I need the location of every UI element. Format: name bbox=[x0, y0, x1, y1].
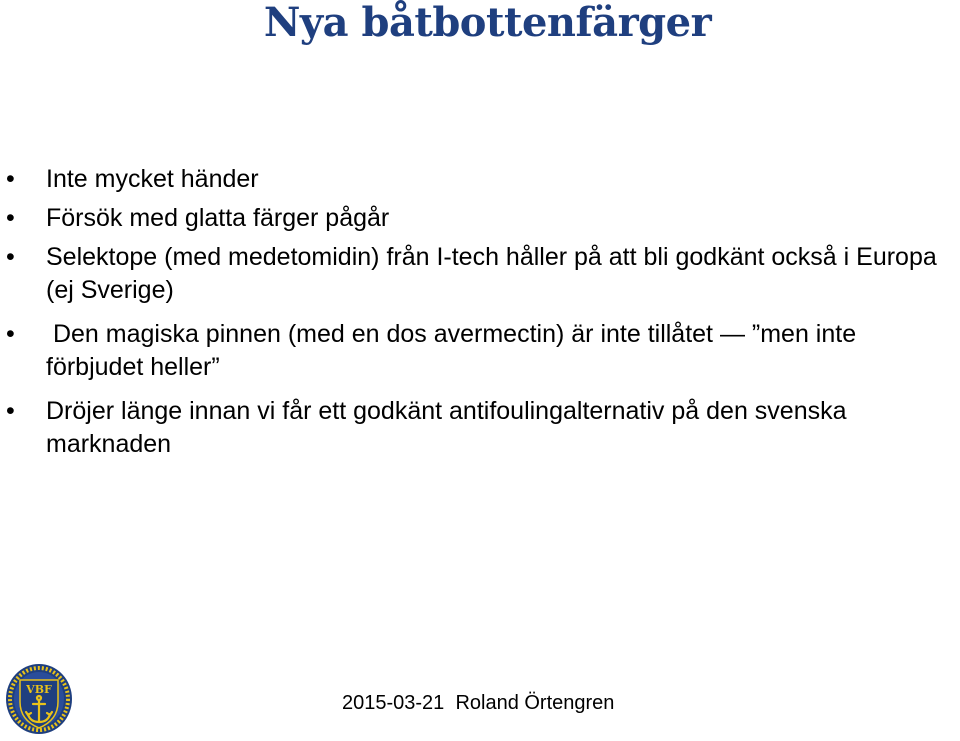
bullet-item bbox=[0, 318, 960, 384]
footer-author: Roland Örtengren bbox=[455, 692, 615, 714]
slide-title: Nya båtbottenfärger bbox=[263, 0, 712, 46]
bullet-icon: • bbox=[6, 397, 15, 425]
bullet-icon: • bbox=[6, 243, 15, 271]
bullet-icon: • bbox=[6, 204, 15, 232]
bullet-text: Den magiska pinnen (med en dos avermectin) är inte tillåtet ― ”men inte förbjudet heller” bbox=[46, 320, 864, 381]
footer bbox=[342, 690, 614, 716]
bullet-item bbox=[0, 202, 960, 235]
bullet-item bbox=[0, 163, 960, 196]
bullet-list bbox=[0, 163, 960, 472]
bullet-icon: • bbox=[6, 165, 15, 193]
footer-date: 2015-03-21 bbox=[342, 692, 445, 714]
bullet-text: Inte mycket händer bbox=[46, 165, 259, 193]
bullet-icon: • bbox=[6, 320, 15, 348]
bullet-item bbox=[0, 395, 960, 461]
logo-text: VBF bbox=[26, 683, 52, 696]
bullet-text: Selektope (med medetomidin) från I-tech håller på att bli godkänt också i Europa (ej Sverige) bbox=[46, 243, 937, 304]
vbf-logo bbox=[4, 662, 74, 736]
bullet-text: Försök med glatta färger pågår bbox=[46, 204, 390, 232]
bullet-text: Dröjer länge innan vi får ett godkänt antifoulingalternativ på den svenska marknaden bbox=[46, 397, 847, 458]
bullet-item bbox=[0, 241, 960, 307]
